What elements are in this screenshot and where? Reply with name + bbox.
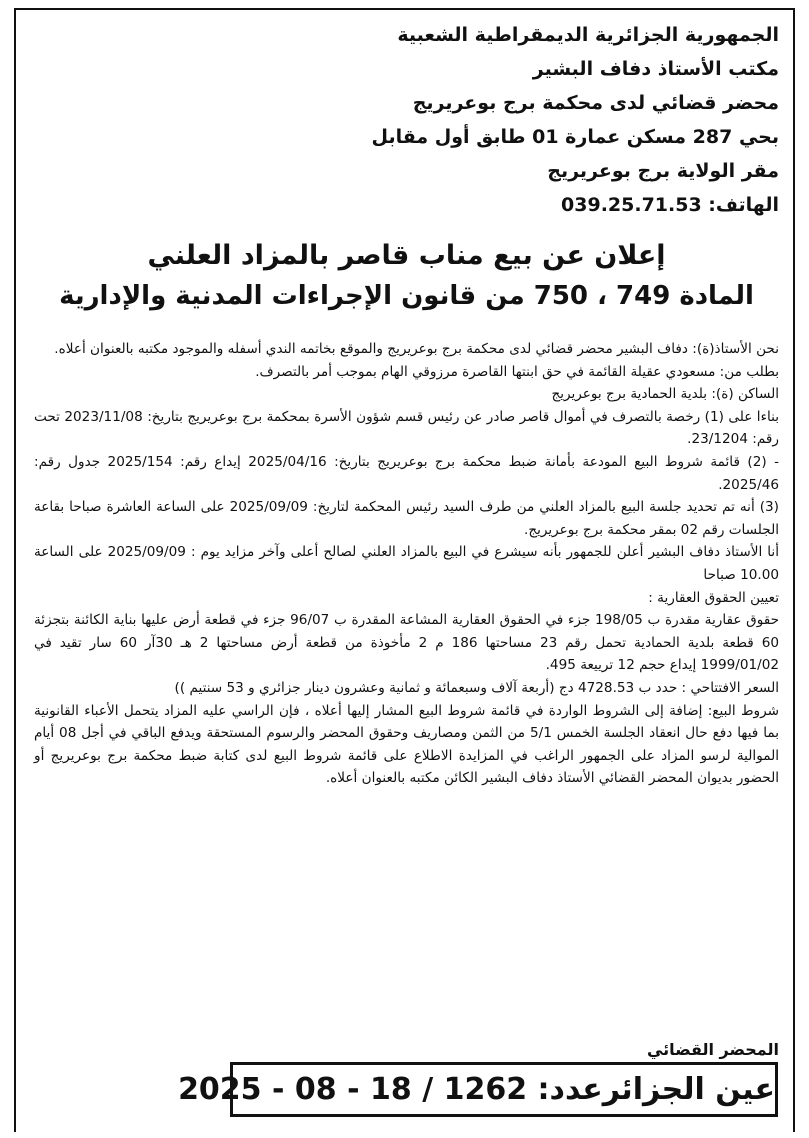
body-basis-3: (3) أنه تم تحديد جلسة البيع بالمزاد العلني من طرف السيد رئيس المحكمة لتاريخ: 2025/09/09 على الساعة العاشرة صباحا بقاعة الجلسات رقم 02 بمقر محكمة برج بوعريريج. <box>34 499 779 538</box>
body-opening-price: السعر الافتتاحي : حدد ب 4728.53 دج (أربعة آلاف وسبعمائة و ثمانية وعشرون دينار جزائري و 53 سنتيم )) <box>174 679 779 696</box>
notice-body <box>34 338 779 790</box>
header-phone: الهاتف: 039.25.71.53 <box>561 194 779 216</box>
signature: المحضر القضائي <box>646 1040 779 1059</box>
body-requester: بطلب من: مسعودي عقيلة القائمة في حق ابنتها القاصرة مرزوقي الهام بموجب أمر بالتصرف. <box>255 363 779 380</box>
body-basis-1: بناءا على (1) رخصة بالتصرف في أموال قاصر صادر عن رئيس قسم شؤون الأسرة بمحكمة برج بوعريريج بتاريخ: 2023/11/08 تحت رقم: 23/1204. <box>34 408 779 448</box>
notice-header <box>219 18 779 222</box>
body-intro: نحن الأستاذ(ة): دفاف البشير محضر قضائي لدى محكمة برج بوعريريج والموقع بخاتمه الندي أسفله والموجود مكتبه بالعنوان أعلاه. <box>54 341 779 357</box>
notice-title <box>34 236 779 316</box>
header-republic: الجمهورية الجزائرية الديمقراطية الشعبية <box>397 24 779 46</box>
body-announcement: أنا الأستاذ دفاف البشير أعلن للجمهور بأنه سيشرع في البيع بالمزاد العلني لصالح أعلى وآخر مزايد يوم : 2025/09/09 على الساعة 10.00 صباحا <box>34 544 779 583</box>
header-address: بحي 287 مسكن عمارة 01 طابق أول مقابل <box>371 126 779 148</box>
publication-stamp: عين الجزائرعدد: 1262 / 18 - 08 - 2025 <box>230 1062 778 1117</box>
body-basis-2: - (2) قائمة شروط البيع المودعة بأمانة ضبط محكمة برج بوعريريج بتاريخ: 2025/04/16 إيداع رقم: 2025/154 جدول رقم: 2025/46. <box>34 453 779 493</box>
body-conditions: شروط البيع: إضافة إلى الشروط الواردة في قائمة شروط البيع المشار إليها أعلاه ، فإن الراسي عليه المزاد يتحمل الأعباء القانونية بما فيها دفع حال انعقاد الجلسة الخمس 5/1 من الثمن ومصاريف وحقوق المحضر والرسوم المستحقة ويدفع الباقي في أجل 08 أيام الموالية لرسو المزاد على الجمهور الراغب في المزايدة الاطلاع على قائمة شروط البيع لدى كتابة ضبط محكمة برج بوعريريج أو الحضور بديوان المحضر القضائي الأستاذ دفاف البشير الكائن مكتبه بالعنوان أعلاه. <box>34 702 779 787</box>
header-office: مكتب الأستاذ دفاف البشير <box>532 58 779 80</box>
body-rights-heading: تعيين الحقوق العقارية : <box>648 589 779 606</box>
body-residence: الساكن (ة): بلدية الحمادية برج بوعريريج <box>551 386 779 403</box>
body-rights: حقوق عقارية مقدرة ب 198/05 جزء في الحقوق العقارية المشاعة المقدرة ب 96/07 جزء في قطعة أرض عليها بناية الكائنة بتجزئة 60 قطعة بلدية الحمادية تحمل رقم 23 مساحتها 186 م 2 مأخوذة من قطعة أرض مساحتها 2 هـ 30آر 60 سار تقيد في 1999/01/02 إيداع حجم 12 ترييعة 495. <box>34 612 780 674</box>
title-main: إعلان عن بيع مناب قاصر بالمزاد العلني <box>147 240 666 271</box>
header-bailiff: محضر قضائي لدى محكمة برج بوعريريج <box>412 92 779 114</box>
title-article: المادة 749 ، 750 من قانون الإجراءات المدنية والإدارية <box>59 281 754 311</box>
header-seat: مقر الولاية برج بوعريريج <box>547 160 779 182</box>
